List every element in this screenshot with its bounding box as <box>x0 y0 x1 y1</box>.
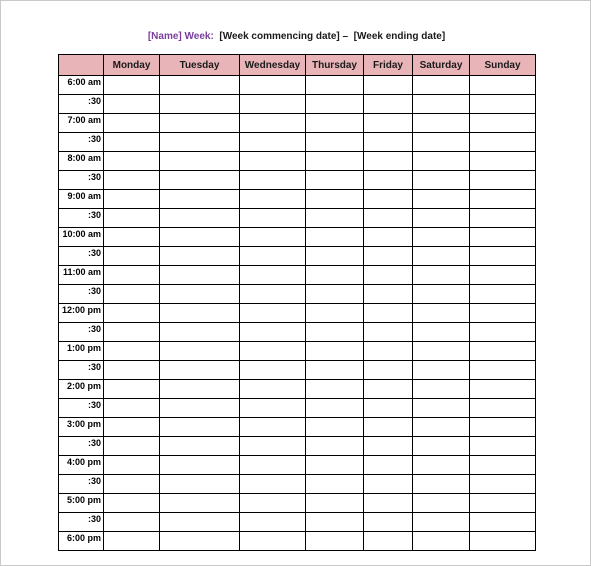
schedule-cell-friday[interactable] <box>364 190 413 209</box>
schedule-cell-sunday[interactable] <box>470 285 536 304</box>
time-row <box>59 266 536 285</box>
week-ending-date: [Week ending date] <box>353 31 446 42</box>
time-label: 4:00 pm <box>59 456 104 475</box>
schedule-cell-thursday[interactable] <box>306 456 364 475</box>
schedule-cell-wednesday[interactable] <box>240 114 306 133</box>
schedule-cell-saturday[interactable] <box>413 285 470 304</box>
schedule-cell-wednesday[interactable] <box>240 209 306 228</box>
time-row <box>59 513 536 532</box>
schedule-cell-wednesday[interactable] <box>240 247 306 266</box>
time-label: 2:00 pm <box>59 380 104 399</box>
schedule-cell-thursday[interactable] <box>306 304 364 323</box>
time-label: :30 <box>59 437 104 456</box>
schedule-cell-friday[interactable] <box>364 133 413 152</box>
schedule-cell-friday[interactable] <box>364 532 413 551</box>
schedule-cell-friday[interactable] <box>364 399 413 418</box>
time-row <box>59 475 536 494</box>
time-row <box>59 209 536 228</box>
schedule-cell-wednesday[interactable] <box>240 266 306 285</box>
schedule-cell-saturday[interactable] <box>413 475 470 494</box>
schedule-cell-thursday[interactable] <box>306 532 364 551</box>
schedule-cell-saturday[interactable] <box>413 95 470 114</box>
schedule-cell-tuesday[interactable] <box>160 95 240 114</box>
schedule-cell-tuesday[interactable] <box>160 133 240 152</box>
name-week-label: [Name] Week <box>147 31 211 42</box>
corner-cell <box>59 55 104 76</box>
schedule-cell-friday[interactable] <box>364 95 413 114</box>
schedule-cell-tuesday[interactable] <box>160 323 240 342</box>
schedule-cell-friday[interactable] <box>364 304 413 323</box>
time-label: 6:00 am <box>59 76 104 95</box>
schedule-cell-friday[interactable] <box>364 513 413 532</box>
schedule-cell-wednesday[interactable] <box>240 532 306 551</box>
schedule-cell-thursday[interactable] <box>306 475 364 494</box>
time-label: 9:00 am <box>59 190 104 209</box>
schedule-cell-saturday[interactable] <box>413 152 470 171</box>
schedule-cell-thursday[interactable] <box>306 494 364 513</box>
time-label: 5:00 pm <box>59 494 104 513</box>
schedule-cell-sunday[interactable] <box>470 532 536 551</box>
schedule-cell-wednesday[interactable] <box>240 513 306 532</box>
day-header-tuesday: Tuesday <box>160 55 240 76</box>
schedule-cell-saturday[interactable] <box>413 494 470 513</box>
schedule-cell-wednesday[interactable] <box>240 456 306 475</box>
schedule-cell-saturday[interactable] <box>413 361 470 380</box>
time-label: 8:00 am <box>59 152 104 171</box>
schedule-cell-tuesday[interactable] <box>160 532 240 551</box>
schedule-cell-saturday[interactable] <box>413 456 470 475</box>
schedule-cell-sunday[interactable] <box>470 209 536 228</box>
schedule-cell-tuesday[interactable] <box>160 228 240 247</box>
schedule-cell-sunday[interactable] <box>470 247 536 266</box>
schedule-cell-monday[interactable] <box>104 285 160 304</box>
schedule-cell-friday[interactable] <box>364 152 413 171</box>
schedule-cell-saturday[interactable] <box>413 228 470 247</box>
time-row <box>59 190 536 209</box>
schedule-cell-monday[interactable] <box>104 437 160 456</box>
schedule-cell-monday[interactable] <box>104 152 160 171</box>
schedule-cell-wednesday[interactable] <box>240 152 306 171</box>
schedule-cell-saturday[interactable] <box>413 76 470 95</box>
time-label: :30 <box>59 95 104 114</box>
schedule-cell-monday[interactable] <box>104 76 160 95</box>
schedule-cell-friday[interactable] <box>364 475 413 494</box>
time-label: :30 <box>59 399 104 418</box>
schedule-cell-saturday[interactable] <box>413 513 470 532</box>
schedule-cell-tuesday[interactable] <box>160 494 240 513</box>
time-row <box>59 95 536 114</box>
time-row <box>59 285 536 304</box>
schedule-cell-tuesday[interactable] <box>160 171 240 190</box>
schedule-cell-sunday[interactable] <box>470 399 536 418</box>
day-header-friday: Friday <box>364 55 413 76</box>
time-label: 11:00 am <box>59 266 104 285</box>
schedule-cell-monday[interactable] <box>104 399 160 418</box>
schedule-cell-tuesday[interactable] <box>160 76 240 95</box>
schedule-cell-sunday[interactable] <box>470 361 536 380</box>
schedule-cell-friday[interactable] <box>364 266 413 285</box>
schedule-cell-monday[interactable] <box>104 171 160 190</box>
schedule-cell-sunday[interactable] <box>470 437 536 456</box>
time-row <box>59 304 536 323</box>
schedule-cell-saturday[interactable] <box>413 171 470 190</box>
time-label: :30 <box>59 171 104 190</box>
schedule-cell-saturday[interactable] <box>413 209 470 228</box>
schedule-cell-wednesday[interactable] <box>240 304 306 323</box>
time-row <box>59 152 536 171</box>
schedule-cell-tuesday[interactable] <box>160 247 240 266</box>
schedule-cell-tuesday[interactable] <box>160 456 240 475</box>
schedule-cell-friday[interactable] <box>364 323 413 342</box>
schedule-cell-tuesday[interactable] <box>160 399 240 418</box>
schedule-cell-saturday[interactable] <box>413 133 470 152</box>
time-row <box>59 247 536 266</box>
schedule-cell-sunday[interactable] <box>470 76 536 95</box>
time-row <box>59 342 536 361</box>
schedule-cell-wednesday[interactable] <box>240 171 306 190</box>
time-row <box>59 323 536 342</box>
schedule-cell-friday[interactable] <box>364 285 413 304</box>
schedule-cell-wednesday[interactable] <box>240 323 306 342</box>
schedule-cell-saturday[interactable] <box>413 437 470 456</box>
schedule-cell-thursday[interactable] <box>306 76 364 95</box>
schedule-cell-friday[interactable] <box>364 209 413 228</box>
schedule-cell-sunday[interactable] <box>470 114 536 133</box>
time-row <box>59 114 536 133</box>
schedule-cell-saturday[interactable] <box>413 304 470 323</box>
schedule-cell-thursday[interactable] <box>306 247 364 266</box>
schedule-cell-saturday[interactable] <box>413 323 470 342</box>
schedule-cell-sunday[interactable] <box>470 323 536 342</box>
time-label: 1:00 pm <box>59 342 104 361</box>
schedule-cell-friday[interactable] <box>364 361 413 380</box>
schedule-cell-sunday[interactable] <box>470 456 536 475</box>
schedule-cell-friday[interactable] <box>364 228 413 247</box>
schedule-title <box>1 31 591 42</box>
time-label: 10:00 am <box>59 228 104 247</box>
schedule-cell-saturday[interactable] <box>413 399 470 418</box>
time-label: :30 <box>59 475 104 494</box>
time-label: :30 <box>59 209 104 228</box>
schedule-cell-friday[interactable] <box>364 76 413 95</box>
schedule-cell-wednesday[interactable] <box>240 342 306 361</box>
day-header-monday: Monday <box>104 55 160 76</box>
schedule-cell-thursday[interactable] <box>306 418 364 437</box>
schedule-cell-friday[interactable] <box>364 247 413 266</box>
schedule-cell-monday[interactable] <box>104 475 160 494</box>
schedule-cell-sunday[interactable] <box>470 190 536 209</box>
schedule-cell-friday[interactable] <box>364 114 413 133</box>
time-label: :30 <box>59 513 104 532</box>
schedule-cell-wednesday[interactable] <box>240 190 306 209</box>
schedule-cell-thursday[interactable] <box>306 437 364 456</box>
day-header-sunday: Sunday <box>470 55 536 76</box>
time-row <box>59 133 536 152</box>
schedule-cell-monday[interactable] <box>104 247 160 266</box>
day-header-thursday: Thursday <box>306 55 364 76</box>
time-row <box>59 456 536 475</box>
schedule-cell-tuesday[interactable] <box>160 266 240 285</box>
weekly-schedule-table <box>58 54 536 551</box>
schedule-cell-tuesday[interactable] <box>160 152 240 171</box>
schedule-cell-sunday[interactable] <box>470 342 536 361</box>
schedule-cell-sunday[interactable] <box>470 494 536 513</box>
schedule-cell-wednesday[interactable] <box>240 95 306 114</box>
time-row <box>59 399 536 418</box>
schedule-cell-thursday[interactable] <box>306 228 364 247</box>
schedule-cell-tuesday[interactable] <box>160 114 240 133</box>
schedule-cell-thursday[interactable] <box>306 285 364 304</box>
schedule-cell-thursday[interactable] <box>306 171 364 190</box>
schedule-cell-sunday[interactable] <box>470 304 536 323</box>
schedule-cell-friday[interactable] <box>364 171 413 190</box>
schedule-cell-thursday[interactable] <box>306 209 364 228</box>
schedule-cell-tuesday[interactable] <box>160 475 240 494</box>
schedule-cell-wednesday[interactable] <box>240 133 306 152</box>
time-label: :30 <box>59 285 104 304</box>
schedule-cell-friday[interactable] <box>364 456 413 475</box>
schedule-cell-monday[interactable] <box>104 190 160 209</box>
schedule-cell-thursday[interactable] <box>306 133 364 152</box>
schedule-cell-friday[interactable] <box>364 342 413 361</box>
time-label: 6:00 pm <box>59 532 104 551</box>
schedule-cell-monday[interactable] <box>104 513 160 532</box>
title-dash: – <box>342 31 349 42</box>
schedule-cell-friday[interactable] <box>364 418 413 437</box>
schedule-cell-saturday[interactable] <box>413 418 470 437</box>
schedule-body <box>59 76 536 551</box>
time-row <box>59 228 536 247</box>
schedule-cell-wednesday[interactable] <box>240 475 306 494</box>
schedule-cell-thursday[interactable] <box>306 342 364 361</box>
schedule-cell-thursday[interactable] <box>306 380 364 399</box>
schedule-cell-saturday[interactable] <box>413 380 470 399</box>
schedule-cell-wednesday[interactable] <box>240 285 306 304</box>
schedule-cell-wednesday[interactable] <box>240 418 306 437</box>
schedule-cell-tuesday[interactable] <box>160 285 240 304</box>
schedule-cell-sunday[interactable] <box>470 380 536 399</box>
schedule-cell-monday[interactable] <box>104 304 160 323</box>
title-colon: : <box>210 31 214 42</box>
schedule-cell-friday[interactable] <box>364 494 413 513</box>
schedule-cell-sunday[interactable] <box>470 418 536 437</box>
schedule-cell-tuesday[interactable] <box>160 437 240 456</box>
schedule-cell-saturday[interactable] <box>413 532 470 551</box>
schedule-cell-sunday[interactable] <box>470 266 536 285</box>
time-row <box>59 437 536 456</box>
schedule-cell-monday[interactable] <box>104 323 160 342</box>
schedule-cell-sunday[interactable] <box>470 152 536 171</box>
schedule-cell-thursday[interactable] <box>306 361 364 380</box>
schedule-cell-monday[interactable] <box>104 532 160 551</box>
schedule-cell-tuesday[interactable] <box>160 418 240 437</box>
time-row <box>59 380 536 399</box>
time-label: :30 <box>59 361 104 380</box>
time-row <box>59 171 536 190</box>
time-row <box>59 494 536 513</box>
schedule-cell-tuesday[interactable] <box>160 209 240 228</box>
schedule-cell-tuesday[interactable] <box>160 190 240 209</box>
schedule-cell-sunday[interactable] <box>470 475 536 494</box>
schedule-cell-tuesday[interactable] <box>160 361 240 380</box>
schedule-cell-sunday[interactable] <box>470 95 536 114</box>
schedule-cell-sunday[interactable] <box>470 133 536 152</box>
schedule-cell-wednesday[interactable] <box>240 380 306 399</box>
week-commencing-date: [Week commencing date] <box>219 31 340 42</box>
time-row <box>59 76 536 95</box>
schedule-cell-monday[interactable] <box>104 494 160 513</box>
schedule-cell-monday[interactable] <box>104 342 160 361</box>
schedule-cell-wednesday[interactable] <box>240 361 306 380</box>
schedule-cell-wednesday[interactable] <box>240 494 306 513</box>
schedule-cell-monday[interactable] <box>104 133 160 152</box>
time-label: :30 <box>59 133 104 152</box>
schedule-cell-friday[interactable] <box>364 437 413 456</box>
schedule-cell-saturday[interactable] <box>413 114 470 133</box>
schedule-cell-thursday[interactable] <box>306 513 364 532</box>
time-row <box>59 532 536 551</box>
time-label: 3:00 pm <box>59 418 104 437</box>
schedule-cell-tuesday[interactable] <box>160 342 240 361</box>
schedule-cell-thursday[interactable] <box>306 399 364 418</box>
schedule-cell-monday[interactable] <box>104 456 160 475</box>
schedule-cell-sunday[interactable] <box>470 228 536 247</box>
time-row <box>59 418 536 437</box>
schedule-cell-saturday[interactable] <box>413 266 470 285</box>
time-label: 12:00 pm <box>59 304 104 323</box>
schedule-cell-monday[interactable] <box>104 228 160 247</box>
schedule-cell-wednesday[interactable] <box>240 437 306 456</box>
schedule-cell-wednesday[interactable] <box>240 228 306 247</box>
time-label: :30 <box>59 323 104 342</box>
schedule-cell-thursday[interactable] <box>306 323 364 342</box>
schedule-cell-saturday[interactable] <box>413 247 470 266</box>
schedule-cell-wednesday[interactable] <box>240 399 306 418</box>
schedule-cell-monday[interactable] <box>104 209 160 228</box>
schedule-cell-thursday[interactable] <box>306 152 364 171</box>
schedule-cell-saturday[interactable] <box>413 190 470 209</box>
day-header-saturday: Saturday <box>413 55 470 76</box>
schedule-cell-monday[interactable] <box>104 95 160 114</box>
schedule-cell-wednesday[interactable] <box>240 76 306 95</box>
schedule-cell-sunday[interactable] <box>470 513 536 532</box>
schedule-cell-tuesday[interactable] <box>160 380 240 399</box>
schedule-cell-monday[interactable] <box>104 418 160 437</box>
schedule-cell-monday[interactable] <box>104 380 160 399</box>
schedule-cell-saturday[interactable] <box>413 342 470 361</box>
day-header-row <box>59 55 536 76</box>
schedule-cell-tuesday[interactable] <box>160 304 240 323</box>
schedule-cell-monday[interactable] <box>104 361 160 380</box>
schedule-cell-thursday[interactable] <box>306 190 364 209</box>
schedule-cell-sunday[interactable] <box>470 171 536 190</box>
schedule-cell-thursday[interactable] <box>306 95 364 114</box>
schedule-cell-monday[interactable] <box>104 266 160 285</box>
day-header-wednesday: Wednesday <box>240 55 306 76</box>
schedule-cell-thursday[interactable] <box>306 266 364 285</box>
time-row <box>59 361 536 380</box>
time-label: 7:00 am <box>59 114 104 133</box>
time-label: :30 <box>59 247 104 266</box>
schedule-cell-friday[interactable] <box>364 380 413 399</box>
schedule-cell-tuesday[interactable] <box>160 513 240 532</box>
schedule-cell-monday[interactable] <box>104 114 160 133</box>
schedule-cell-thursday[interactable] <box>306 114 364 133</box>
